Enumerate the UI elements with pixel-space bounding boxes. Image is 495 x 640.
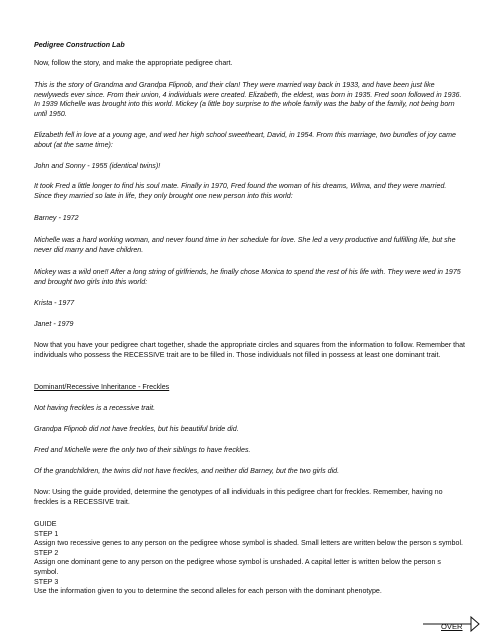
- guide-step3-label: STEP 3: [34, 577, 59, 586]
- guide-section: [34, 520, 466, 597]
- fact-1: Not having freckles is a recessive trait.: [34, 404, 156, 412]
- fact-3: Fred and Michelle were the only two of their siblings to have freckles.: [34, 446, 251, 454]
- story-krista: Krista - 1977: [34, 299, 75, 307]
- story-paragraph-3: It took Fred a little longer to find his soul mate. Finally in 1970, Fred found the woman of his dreams, Wilma, and they were married. Since they married so late in life, they only brought one new person into this world:: [34, 182, 447, 200]
- guide-step2-text: Assign one dominant gene to any person on the pedigree whose symbol is unshaded. A capital letter is written below the person s symbol.: [34, 558, 441, 576]
- story-barney: Barney - 1972: [34, 214, 79, 222]
- story-janet: Janet - 1979: [34, 320, 74, 328]
- guide-step2-label: STEP 2: [34, 548, 59, 557]
- instruction-text: Now, follow the story, and make the appropriate pedigree chart.: [34, 59, 233, 67]
- story-paragraph-1: This is the story of Grandma and Grandpa Flipnob, and their clan! They were married way back in 1933, and have been just like newlyweds ever since. From their union, 4 individuals were created. Elizabeth, the eldest, was born in 1935. Fred soon followed in 1936. In 1939 Michelle was brought into this world. Mickey (a little boy surprise to the whole family was the baby of the family, not being born until 1950.: [34, 81, 462, 118]
- story-paragraph-2: Elizabeth fell in love at a young age, and wed her high school sweetheart, David, in 1954. From this marriage, two bundles of joy came about (at the same time):: [34, 131, 456, 149]
- section-heading: Dominant/Recessive Inheritance - Freckles: [34, 383, 170, 391]
- fact-4: Of the grandchildren, the twins did not have freckles, and neither did Barney, but the two girls did.: [34, 467, 340, 475]
- doc-title: Pedigree Construction Lab: [34, 41, 125, 49]
- shade-note: Now that you have your pedigree chart together, shade the appropriate circles and squares from the information to follow. Remember that individuals who possess the RECESSIVE trait are to be filled in. Those individuals not filled in possess at least one dominant trait.: [34, 341, 465, 359]
- story-paragraph-5: Mickey was a wild one!! After a long string of girlfriends, he finally chose Monica to spend the rest of his life with. They were wed in 1975 and brought two girls into this world:: [34, 268, 461, 286]
- guide-step3-text: Use the information given to you to determine the second alleles for each person with the dominant phenotype.: [34, 587, 382, 596]
- genotype-note: Now: Using the guide provided, determine the genotypes of all individuals in this pedigree chart for freckles. Remember, having no freckles is a RECESSIVE trait.: [34, 488, 443, 506]
- story-paragraph-4: Michelle was a hard working woman, and never found time in her schedule for love. She led a very productive and fulfilling life, but she never did marry and have children.: [34, 236, 456, 254]
- guide-label: GUIDE: [34, 520, 57, 528]
- over-link[interactable]: OVER: [441, 622, 463, 631]
- guide-step1-text: Assign two recessive genes to any person on the pedigree whose symbol is shaded. Small letters are written below the person s symbol.: [34, 539, 463, 548]
- fact-2: Grandpa Flipnob did not have freckles, but his beautiful bride did.: [34, 425, 239, 433]
- story-twins: John and Sonny - 1955 (identical twins)!: [34, 162, 161, 170]
- guide-step1-label: STEP 1: [34, 529, 59, 538]
